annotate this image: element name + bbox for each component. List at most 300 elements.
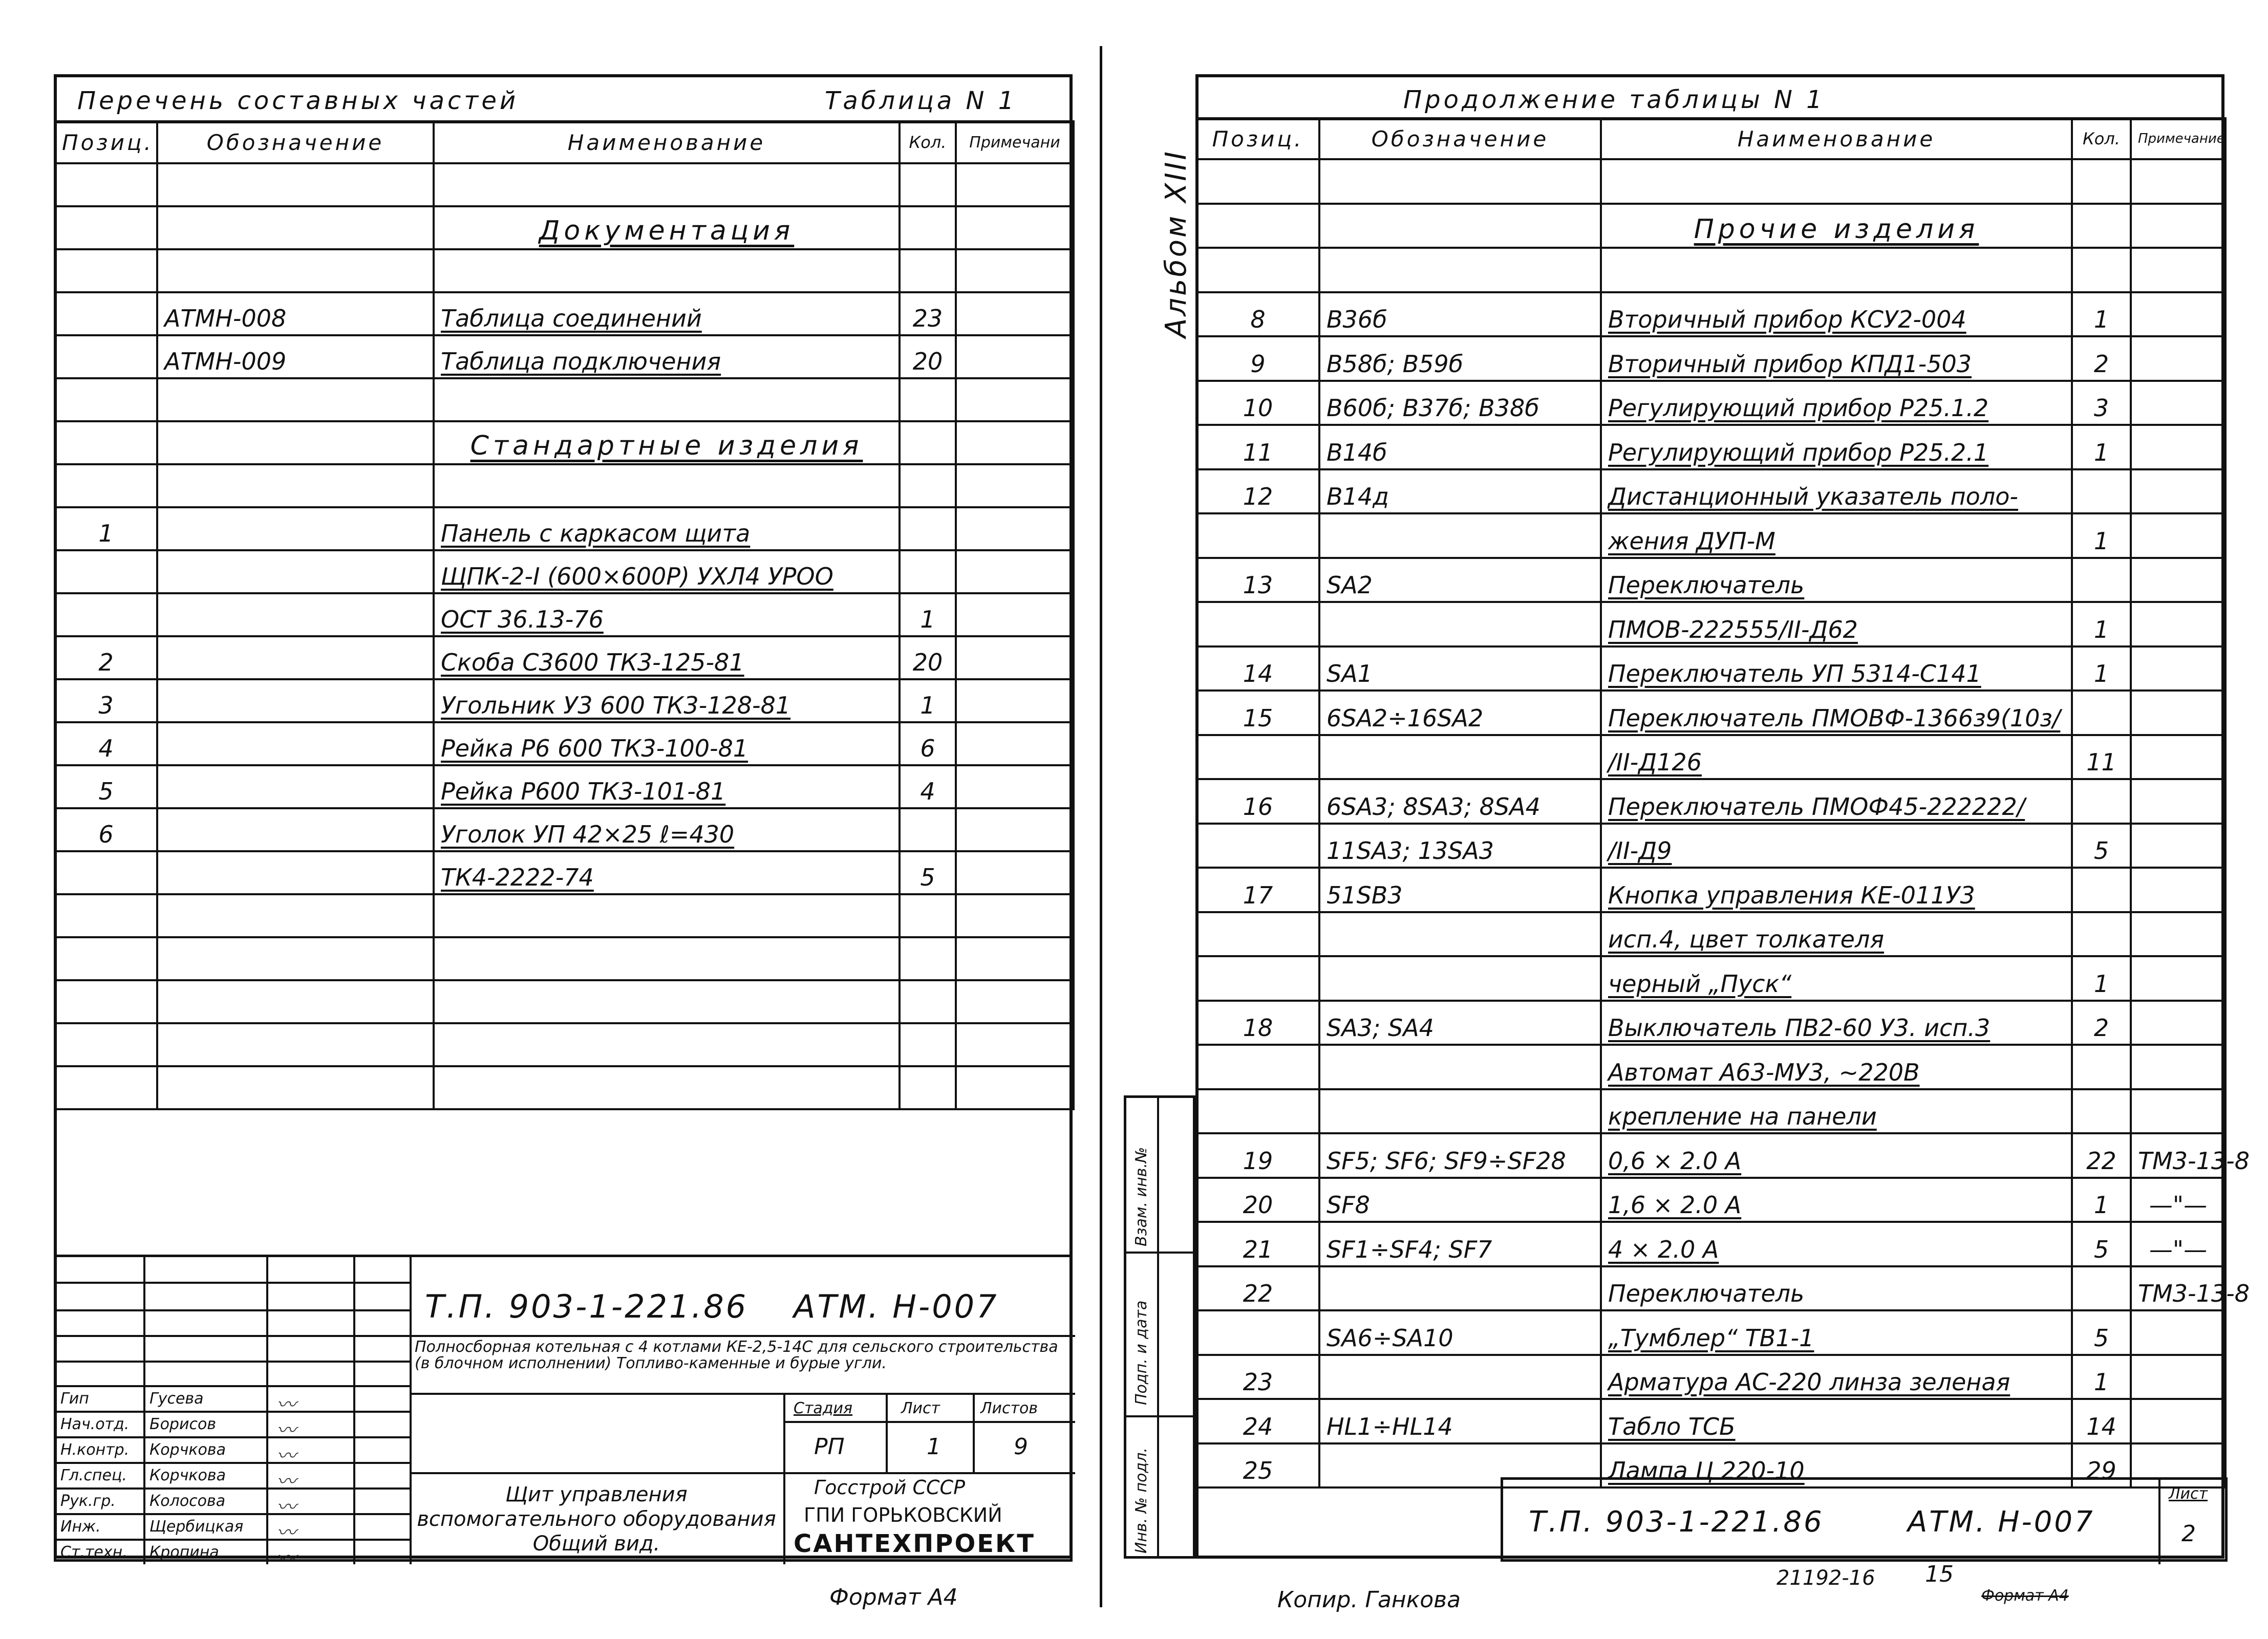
designation-cell: В14б	[1319, 425, 1601, 469]
note-cell	[2131, 1001, 2226, 1045]
designation-cell	[157, 378, 434, 421]
left-sheet	[54, 74, 1073, 1569]
quantity-cell: 2	[2072, 336, 2131, 381]
position-cell: 15	[1196, 691, 1319, 735]
designation-cell	[1319, 204, 1601, 248]
position-cell	[1196, 159, 1319, 204]
table-row	[1196, 248, 2226, 292]
position-cell	[1196, 1045, 1319, 1089]
quantity-cell	[900, 249, 956, 292]
left-format-label: Формат А4	[829, 1584, 958, 1610]
right-spec-table	[1195, 117, 2250, 1489]
quantity-cell: 20	[900, 335, 956, 378]
name-text: Автомат А63-МУ3, ~220В	[1608, 1058, 1920, 1086]
designation-cell	[1319, 602, 1601, 646]
table-row	[55, 1023, 1074, 1066]
position-cell: 21	[1196, 1222, 1319, 1266]
name-cell	[434, 722, 900, 765]
name-text: 4 × 2.0 А	[1608, 1235, 1719, 1263]
note-cell	[2131, 735, 2226, 780]
designation-cell	[157, 636, 434, 679]
name-cell	[1601, 868, 2072, 912]
position-cell	[1196, 602, 1319, 646]
designation-cell	[1319, 159, 1601, 204]
position-cell: 22	[1196, 1266, 1319, 1311]
note-cell: ТМ3-13-8	[2131, 1266, 2226, 1311]
quantity-cell	[2072, 204, 2131, 248]
staff-name: Колосова	[149, 1492, 226, 1510]
name-cell	[1601, 824, 2072, 868]
position-cell	[1196, 735, 1319, 780]
designation-cell	[157, 980, 434, 1023]
designation-cell	[157, 464, 434, 507]
name-cell	[434, 636, 900, 679]
position-cell	[55, 593, 157, 636]
quantity-cell: 3	[2072, 381, 2131, 425]
quantity-cell	[2072, 779, 2131, 824]
name-cell	[1601, 1133, 2072, 1178]
quantity-cell	[900, 1066, 956, 1109]
position-cell	[55, 1023, 157, 1066]
table-row	[55, 808, 1074, 851]
note-cell	[2131, 159, 2226, 204]
quantity-cell	[900, 421, 956, 464]
note-cell	[2131, 292, 2226, 337]
name-cell	[1601, 1399, 2072, 1443]
quantity-cell	[2072, 912, 2131, 957]
signature-mark: 〰	[276, 1496, 296, 1518]
name-cell	[434, 507, 900, 550]
left-caption-row	[57, 77, 1069, 123]
name-text: 1,6 × 2.0 А	[1608, 1191, 1742, 1219]
note-cell	[2131, 381, 2226, 425]
quantity-cell	[2072, 691, 2131, 735]
signature-mark: 〰	[276, 1521, 296, 1544]
table-row	[55, 507, 1074, 550]
left-title-block	[54, 1255, 1073, 1569]
table-row	[1196, 1178, 2226, 1222]
note-cell	[956, 980, 1074, 1023]
quantity-cell	[900, 1023, 956, 1066]
name-text: исп.4, цвет толкателя	[1608, 925, 1885, 953]
designation-cell	[1319, 1045, 1601, 1089]
designation-cell	[157, 851, 434, 894]
quantity-cell	[2072, 248, 2131, 292]
quantity-cell: 1	[2072, 513, 2131, 558]
position-cell: 5	[55, 765, 157, 808]
quantity-cell: 2	[2072, 1001, 2131, 1045]
staff-role: Гл.спец.	[60, 1467, 127, 1484]
position-cell	[1196, 956, 1319, 1001]
name-cell	[1601, 1178, 2072, 1222]
table-row	[55, 636, 1074, 679]
position-cell	[1196, 204, 1319, 248]
quantity-cell	[900, 980, 956, 1023]
name-text: Переключатель ПМОВФ-1366з9(10з/	[1608, 704, 2061, 732]
table-row	[1196, 691, 2226, 735]
name-text: черный „Пуск“	[1608, 969, 1792, 998]
note-cell: ТМ3-13-8	[2131, 1133, 2226, 1178]
table-row	[55, 249, 1074, 292]
note-cell	[956, 1066, 1074, 1109]
designation-cell	[157, 593, 434, 636]
name-text: Стандартные изделия	[470, 430, 863, 461]
name-cell	[434, 765, 900, 808]
note-cell	[956, 1023, 1074, 1066]
org-line-2: ГПИ ГОРЬКОВСКИЙ	[804, 1504, 1002, 1526]
table-row	[1196, 513, 2226, 558]
quantity-cell: 1	[2072, 1355, 2131, 1399]
name-cell	[1601, 1222, 2072, 1266]
position-cell	[1196, 824, 1319, 868]
designation-cell	[157, 679, 434, 722]
note-cell	[956, 722, 1074, 765]
quantity-cell: 1	[2072, 646, 2131, 691]
note-cell	[956, 851, 1074, 894]
album-label: Альбом XIII	[1160, 149, 1193, 338]
right-sheet-number: 2	[2181, 1521, 2196, 1547]
designation-cell	[157, 550, 434, 593]
designation-cell: В36б	[1319, 292, 1601, 337]
sheets-value: 9	[1014, 1434, 1028, 1460]
position-cell: 6	[55, 808, 157, 851]
table-row	[1196, 1310, 2226, 1355]
table-row	[1196, 868, 2226, 912]
table-row	[55, 292, 1074, 335]
position-cell: 20	[1196, 1178, 1319, 1222]
table-row	[55, 593, 1074, 636]
staff-role: Н.контр.	[60, 1441, 130, 1459]
table-row	[1196, 469, 2226, 514]
note-cell	[2131, 1355, 2226, 1399]
designation-cell: SF1÷SF4; SF7	[1319, 1222, 1601, 1266]
name-cell	[434, 335, 900, 378]
designation-cell	[157, 937, 434, 980]
name-text: Рейка Р6 600 ТК3-100-81	[441, 735, 748, 762]
position-cell: 12	[1196, 469, 1319, 514]
name-text: Регулирующий прибор Р25.2.1	[1608, 438, 1989, 466]
note-cell	[956, 808, 1074, 851]
note-cell	[2131, 779, 2226, 824]
note-cell	[956, 335, 1074, 378]
header-note: Примечание	[2131, 118, 2226, 159]
designation-cell	[157, 1066, 434, 1109]
right-format-label: Формат А4	[1981, 1587, 2069, 1605]
name-cell	[1601, 1310, 2072, 1355]
table-row	[55, 378, 1074, 421]
note-cell	[2131, 513, 2226, 558]
name-text: Рейка Р600 ТК3-101-81	[441, 778, 726, 805]
note-cell	[956, 507, 1074, 550]
quantity-cell	[2072, 1266, 2131, 1311]
table-row	[55, 421, 1074, 464]
name-cell	[434, 679, 900, 722]
note-cell	[956, 937, 1074, 980]
project-description: Полносборная котельная с 4 котлами КЕ-2,5-14С для сельского строительства (в блочном исполнении) Топливо-каменные и бурые угли.	[415, 1338, 1058, 1372]
position-cell	[55, 550, 157, 593]
designation-cell: 6SA2÷16SA2	[1319, 691, 1601, 735]
note-cell	[956, 249, 1074, 292]
designation-cell	[157, 206, 434, 249]
name-cell	[1601, 1355, 2072, 1399]
archive-number: 21192-16	[1777, 1566, 1875, 1590]
designation-cell	[157, 421, 434, 464]
name-cell	[1601, 336, 2072, 381]
quantity-cell	[900, 378, 956, 421]
name-text: Вторичный прибор КПД1-503	[1608, 350, 1972, 378]
designation-cell	[1319, 956, 1601, 1001]
name-cell	[434, 464, 900, 507]
table-row	[55, 206, 1074, 249]
position-cell	[1196, 912, 1319, 957]
position-cell: 11	[1196, 425, 1319, 469]
quantity-cell	[900, 206, 956, 249]
note-cell	[956, 593, 1074, 636]
quantity-cell: 5	[2072, 824, 2131, 868]
name-cell	[434, 163, 900, 206]
name-cell	[434, 980, 900, 1023]
table-row	[1196, 824, 2226, 868]
name-text: Переключатель	[1608, 571, 1805, 599]
quantity-cell	[900, 937, 956, 980]
designation-cell: В58б; В59б	[1319, 336, 1601, 381]
table-row	[1196, 602, 2226, 646]
header-name: Наименование	[1601, 118, 2072, 159]
signature-mark: 〰	[276, 1470, 296, 1493]
header-qty: Кол.	[2072, 118, 2131, 159]
note-cell	[2131, 824, 2226, 868]
right-sheet-label: Лист	[2169, 1485, 2208, 1503]
signature-mark: 〰	[276, 1419, 296, 1441]
designation-cell	[1319, 248, 1601, 292]
name-cell	[434, 808, 900, 851]
name-cell	[434, 206, 900, 249]
position-cell	[1196, 1089, 1319, 1134]
name-cell	[1601, 956, 2072, 1001]
header-note: Примечани	[956, 121, 1074, 163]
table-row	[55, 765, 1074, 808]
designation-cell	[1319, 1355, 1601, 1399]
sheet-value: 1	[927, 1434, 941, 1460]
position-cell	[55, 163, 157, 206]
table-row	[55, 163, 1074, 206]
org-line-3: САНТЕХПРОЕКТ	[794, 1529, 1036, 1558]
designation-cell	[1319, 1089, 1601, 1134]
designation-cell: АТМН-009	[157, 335, 434, 378]
position-cell: 23	[1196, 1355, 1319, 1399]
position-cell	[55, 292, 157, 335]
staff-role: Нач.отд.	[60, 1415, 130, 1433]
note-cell	[2131, 868, 2226, 912]
signature-mark: 〰	[276, 1547, 296, 1569]
table-row	[1196, 1399, 2226, 1443]
quantity-cell: 6	[900, 722, 956, 765]
table-row	[1196, 1001, 2226, 1045]
name-cell	[1601, 513, 2072, 558]
quantity-cell: 5	[2072, 1310, 2131, 1355]
staff-name: Борисов	[149, 1415, 217, 1433]
left-table-number: Таблица N 1	[825, 87, 1017, 115]
note-cell	[956, 550, 1074, 593]
position-cell: 18	[1196, 1001, 1319, 1045]
header-name: Наименование	[434, 121, 900, 163]
quantity-cell: 1	[900, 593, 956, 636]
note-cell	[2131, 912, 2226, 957]
position-cell: 9	[1196, 336, 1319, 381]
side-stamp	[1124, 1095, 1195, 1559]
name-text: Таблица соединений	[441, 305, 702, 332]
name-text: /II-Д126	[1608, 748, 1702, 776]
left-spec-table	[54, 120, 1075, 1110]
note-cell	[2131, 469, 2226, 514]
name-text: Панель с каркасом щита	[441, 520, 751, 547]
designation-cell	[1319, 513, 1601, 558]
position-cell: 24	[1196, 1399, 1319, 1443]
quantity-cell	[2072, 159, 2131, 204]
name-text: Переключатель	[1608, 1280, 1805, 1307]
position-cell: 16	[1196, 779, 1319, 824]
quantity-cell	[900, 163, 956, 206]
designation-cell	[1319, 912, 1601, 957]
name-text: Таблица подключения	[441, 348, 721, 375]
note-cell	[956, 421, 1074, 464]
staff-role: Гип	[60, 1390, 89, 1408]
note-cell	[956, 894, 1074, 937]
designation-cell: В60б; В37б; В38б	[1319, 381, 1601, 425]
name-cell	[434, 937, 900, 980]
table-row	[1196, 646, 2226, 691]
note-cell	[2131, 336, 2226, 381]
table-row	[1196, 292, 2226, 337]
name-text: /II-Д9	[1608, 837, 1672, 865]
quantity-cell	[2072, 469, 2131, 514]
quantity-cell: 1	[900, 679, 956, 722]
designation-cell: В14д	[1319, 469, 1601, 514]
right-caption-row	[1199, 77, 2221, 120]
designation-cell: SF8	[1319, 1178, 1601, 1222]
name-text: крепление на панели	[1608, 1103, 1877, 1130]
table-row	[55, 894, 1074, 937]
right-footer-block	[1501, 1477, 2228, 1562]
left-sheet-code: АТМ. Н-007	[794, 1288, 999, 1325]
name-cell	[1601, 204, 2072, 248]
position-cell: 8	[1196, 292, 1319, 337]
table-row	[55, 464, 1074, 507]
sheet-label: Лист	[901, 1399, 940, 1417]
sheets-label: Листов	[980, 1399, 1038, 1417]
note-cell	[2131, 558, 2226, 602]
name-text: Документация	[539, 215, 795, 246]
table-row	[1196, 1045, 2226, 1089]
name-text: жения ДУП-М	[1608, 527, 1775, 555]
note-cell	[2131, 1089, 2226, 1134]
quantity-cell: 1	[2072, 956, 2131, 1001]
table-row	[1196, 204, 2226, 248]
note-cell	[956, 292, 1074, 335]
table-row	[1196, 912, 2226, 957]
name-text: Прочие изделия	[1694, 214, 1979, 245]
name-cell	[434, 1066, 900, 1109]
note-cell	[2131, 956, 2226, 1001]
name-text: Лампа Ц 220-10	[1608, 1457, 1805, 1484]
position-cell	[55, 421, 157, 464]
name-cell	[1601, 1089, 2072, 1134]
quantity-cell: 4	[900, 765, 956, 808]
org-line-1: Госстрой СССР	[814, 1476, 966, 1499]
table-row	[55, 335, 1074, 378]
header-pos: Позиц.	[55, 121, 157, 163]
header-code: Обозначение	[1319, 118, 1601, 159]
note-cell	[956, 464, 1074, 507]
copyist-label: Копир. Ганкова	[1277, 1587, 1461, 1613]
designation-cell	[1319, 735, 1601, 780]
quantity-cell	[2072, 558, 2131, 602]
table-row	[1196, 425, 2226, 469]
designation-cell: SA3; SA4	[1319, 1001, 1601, 1045]
name-cell	[434, 1023, 900, 1066]
position-cell: 25	[1196, 1443, 1319, 1488]
table-row	[1196, 956, 2226, 1001]
note-cell	[2131, 691, 2226, 735]
designation-cell: SA1	[1319, 646, 1601, 691]
position-cell: 3	[55, 679, 157, 722]
table-row	[1196, 1355, 2226, 1399]
table-row	[1196, 336, 2226, 381]
designation-cell: HL1÷HL14	[1319, 1399, 1601, 1443]
header-code: Обозначение	[157, 121, 434, 163]
left-caption: Перечень составных частей	[77, 87, 519, 115]
quantity-cell	[900, 507, 956, 550]
note-cell	[956, 636, 1074, 679]
table-row	[55, 679, 1074, 722]
name-text: ПМОВ-222555/II-Д62	[1608, 615, 1858, 643]
name-cell	[1601, 159, 2072, 204]
table-row	[1196, 159, 2226, 204]
table-row	[55, 1066, 1074, 1109]
table-row	[1196, 779, 2226, 824]
table-row	[1196, 1089, 2226, 1134]
table-row	[55, 851, 1074, 894]
staff-name: Щербицкая	[149, 1518, 244, 1536]
name-text: 0,6 × 2.0 А	[1608, 1147, 1742, 1175]
designation-cell	[157, 507, 434, 550]
table-row	[1196, 1266, 2226, 1311]
name-text: ЩПК-2-I (600×600Р) УХЛ4 УРОО	[441, 563, 833, 590]
quantity-cell: 14	[2072, 1399, 2131, 1443]
quantity-cell: 20	[900, 636, 956, 679]
note-cell	[956, 378, 1074, 421]
position-cell: 10	[1196, 381, 1319, 425]
designation-cell	[157, 808, 434, 851]
position-cell	[55, 464, 157, 507]
name-cell	[434, 550, 900, 593]
position-cell	[55, 1066, 157, 1109]
name-cell	[1601, 558, 2072, 602]
position-cell: 1	[55, 507, 157, 550]
name-text: ТК4-2222-74	[441, 864, 594, 891]
quantity-cell: 23	[900, 292, 956, 335]
name-cell	[434, 894, 900, 937]
note-cell	[2131, 248, 2226, 292]
designation-cell	[157, 1023, 434, 1066]
table-row	[55, 722, 1074, 765]
name-cell	[1601, 469, 2072, 514]
name-cell	[434, 421, 900, 464]
staff-name: Гусева	[149, 1390, 204, 1408]
name-cell	[1601, 292, 2072, 337]
note-cell	[2131, 425, 2226, 469]
designation-cell	[157, 894, 434, 937]
